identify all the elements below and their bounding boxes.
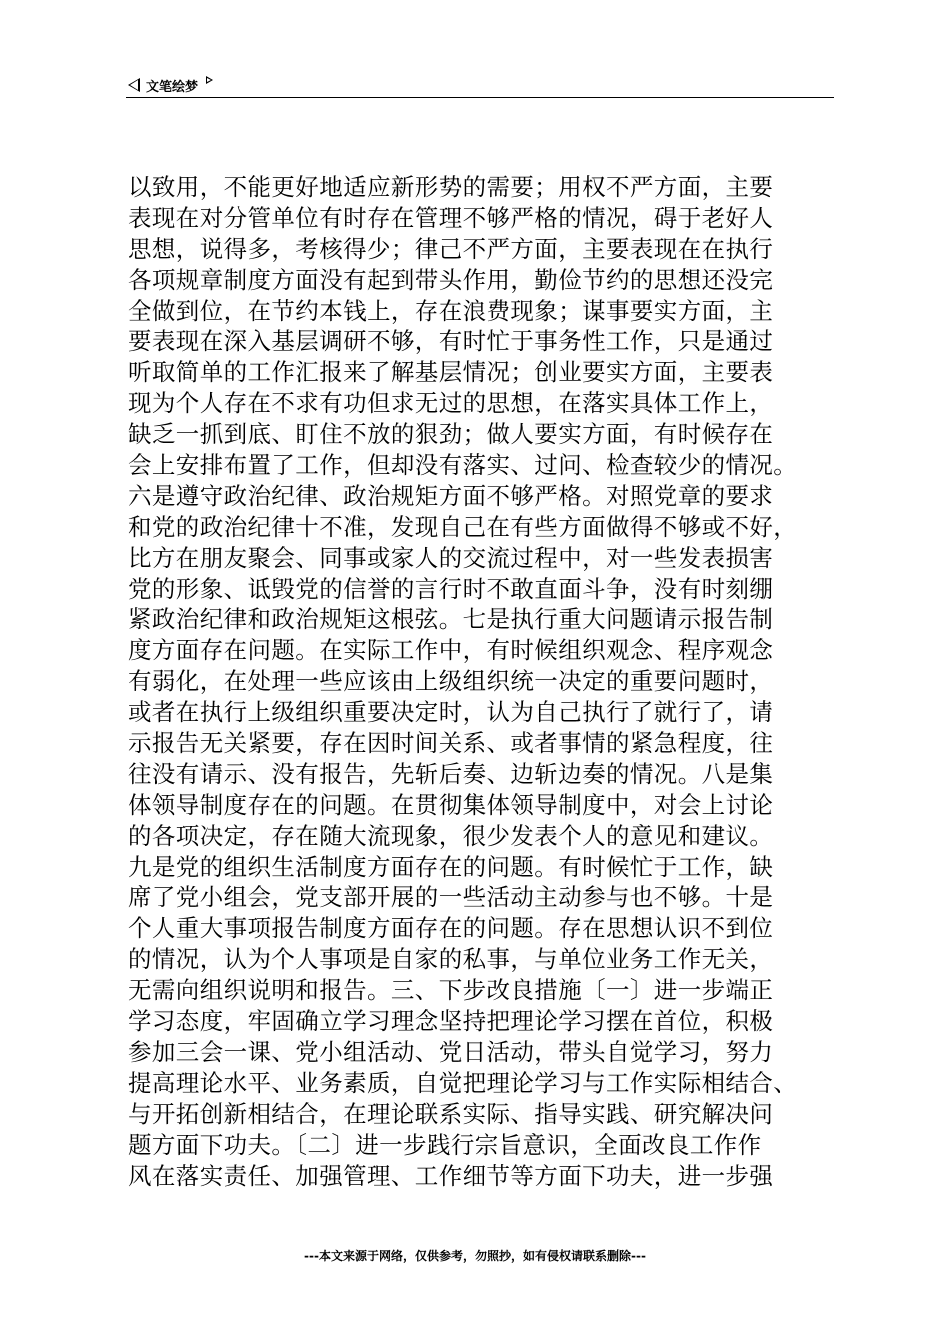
text-line: 缺乏一抓到底、盯住不放的狠劲；做人要实方面，有时候存在 bbox=[128, 420, 774, 449]
text-line: 题方面下功夫。〔二〕进一步践行宗旨意识，全面改良工作作 bbox=[128, 1130, 762, 1159]
text-line: 往没有请示、没有报告，先斩后奏、边斩边奏的情况。八是集 bbox=[128, 759, 774, 788]
text-line: 党的形象、诋毁党的信誉的言行时不敢直面斗争，没有时刻绷 bbox=[128, 574, 774, 603]
text-line: 或者在执行上级组织重要决定时，认为自己执行了就行了，请 bbox=[128, 698, 774, 727]
text-line: 紧政治纪律和政治规矩这根弦。七是执行重大问题请示报告制 bbox=[128, 605, 774, 634]
text-line: 现为个人存在不求有功但求无过的思想，在落实具体工作上， bbox=[128, 389, 774, 418]
text-line: 体领导制度存在的问题。在贯彻集体领导制度中，对会上讨论 bbox=[128, 790, 774, 819]
text-line: 提高理论水平、业务素质，自觉把理论学习与工作实际相结合、 bbox=[128, 1068, 798, 1097]
text-line: 各项规章制度方面没有起到带头作用，勤俭节约的思想还没完 bbox=[128, 265, 774, 294]
header-brand: 文笔绘梦 bbox=[146, 79, 199, 95]
text-line: 的情况，认为个人事项是自家的私事，与单位业务工作无关， bbox=[128, 945, 774, 974]
header-divider bbox=[126, 97, 834, 98]
text-line: 有弱化，在处理一些应该由上级组织统一决定的重要问题时， bbox=[128, 667, 774, 696]
text-line: 比方在朋友聚会、同事或家人的交流过程中，对一些发表损害 bbox=[128, 543, 774, 572]
triangle-right-icon bbox=[206, 76, 213, 84]
text-line: 个人重大事项报告制度方面存在的问题。存在思想认识不到位 bbox=[128, 914, 774, 943]
text-line: 风在落实责任、加强管理、工作细节等方面下功夫，进一步强 bbox=[128, 1161, 774, 1190]
text-line: 示报告无关紧要，存在因时间关系、或者事情的紧急程度，往 bbox=[128, 729, 774, 758]
text-line: 全做到位，在节约本钱上，存在浪费现象；谋事要实方面，主 bbox=[128, 296, 774, 325]
text-line: 无需向组织说明和报告。三、下步改良措施〔一〕进一步端正 bbox=[128, 976, 774, 1005]
text-line: 以致用，不能更好地适应新形势的需要；用权不严方面，主要 bbox=[128, 173, 774, 201]
text-line: 听取简单的工作汇报来了解基层情况；创业要实方面，主要表 bbox=[128, 358, 774, 387]
text-line: 和党的政治纪律十不准，发现自己在有些方面做得不够或不好， bbox=[128, 512, 798, 541]
text-line: 参加三会一课、党小组活动、党日活动，带头自觉学习，努力 bbox=[128, 1037, 774, 1066]
footer-disclaimer: ---本文来源于网络，仅供参考，勿照抄，如有侵权请联系删除--- bbox=[304, 1249, 646, 1263]
text-line: 九是党的组织生活制度方面存在的问题。有时候忙于工作，缺 bbox=[128, 852, 774, 881]
text-line: 席了党小组会，党支部开展的一些活动主动参与也不够。十是 bbox=[128, 883, 774, 912]
triangle-left-icon bbox=[128, 78, 140, 92]
text-line: 表现在对分管单位有时存在管理不够严格的情况，碍于老好人 bbox=[128, 203, 774, 232]
text-line: 学习态度，牢固确立学习理念坚持把理论学习摆在首位，积极 bbox=[128, 1007, 774, 1036]
text-line: 度方面存在问题。在实际工作中，有时候组织观念、程序观念 bbox=[128, 636, 774, 665]
text-line: 的各项决定，存在随大流现象，很少发表个人的意见和建议。 bbox=[128, 821, 774, 850]
text-line: 六是遵守政治纪律、政治规矩方面不够严格。对照党章的要求 bbox=[128, 481, 774, 510]
text-line: 与开拓创新相结合，在理论联系实际、指导实践、研究解决问 bbox=[128, 1099, 774, 1128]
text-line: 要表现在深入基层调研不够，有时忙于事务性工作，只是通过 bbox=[128, 327, 774, 356]
text-line: 思想，说得多，考核得少；律己不严方面，主要表现在在执行 bbox=[128, 234, 774, 263]
text-line: 会上安排布置了工作，但却没有落实、过问、检查较少的情况。 bbox=[128, 451, 798, 480]
page-header bbox=[128, 74, 213, 96]
body-paragraph bbox=[128, 172, 838, 1191]
